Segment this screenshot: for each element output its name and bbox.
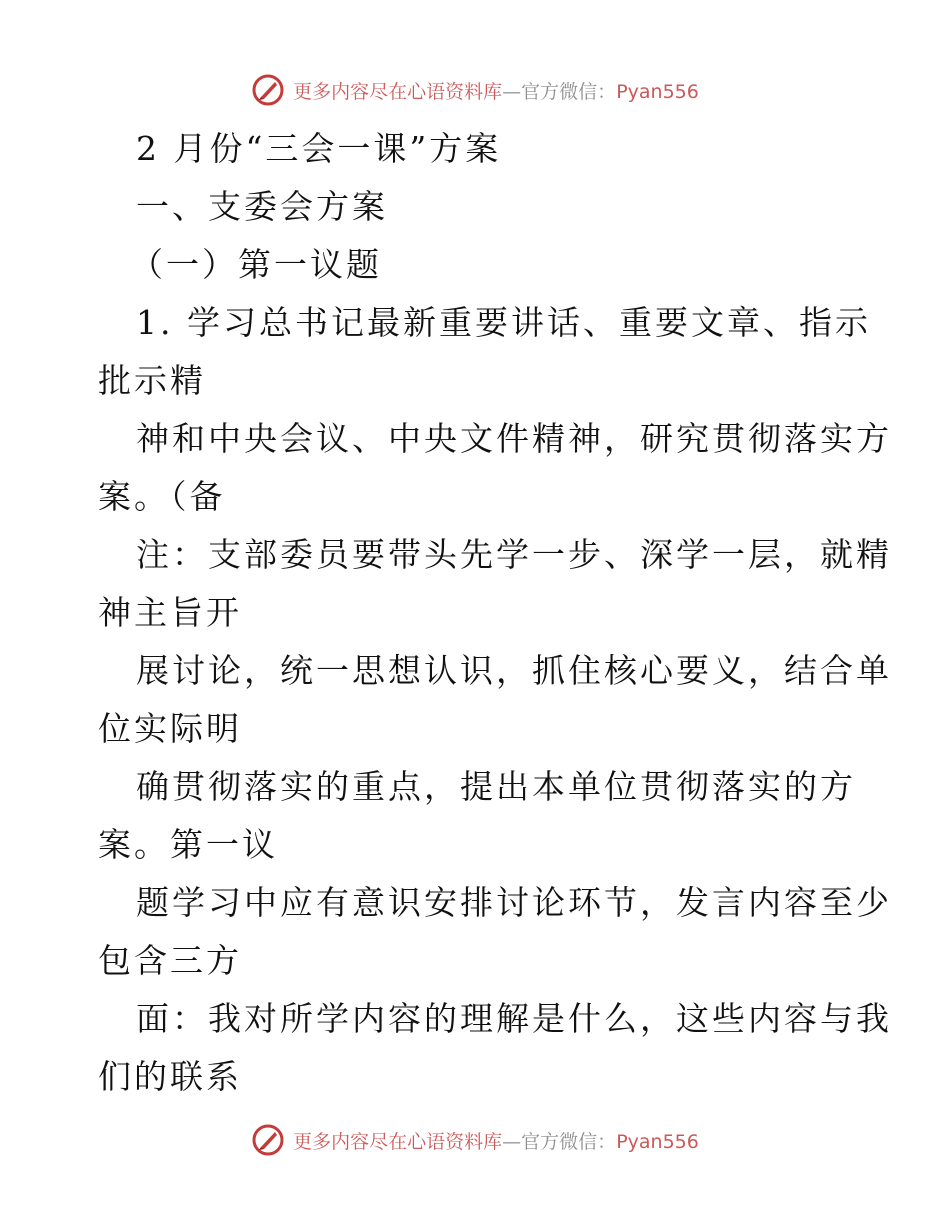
paragraph-line: 展讨论，统一思想认识，抓住核心要义，结合单 <box>136 651 892 690</box>
heading-first-topic: （一）第一议题 <box>130 245 382 284</box>
paragraph-line: 神主旨开 <box>98 593 242 632</box>
paragraph-line: 1. 学习总书记最新重要讲话、重要文章、指示 <box>136 303 871 342</box>
red-quill-logo-icon <box>251 1123 285 1157</box>
paragraph-line: 案。第一议 <box>98 825 278 864</box>
paragraph-line: 包含三方 <box>98 941 242 980</box>
watermark-wechat-id: Pyan556 <box>616 80 699 103</box>
header-watermark-banner <box>0 70 950 110</box>
paragraph-line: 位实际明 <box>98 709 242 748</box>
watermark-text <box>293 1127 699 1154</box>
paragraph-line: 们的联系 <box>98 1057 242 1096</box>
paragraph-line: 案。（备 <box>98 477 226 516</box>
watermark-wechat-label: 官方微信： <box>521 1130 617 1153</box>
watermark-main: 更多内容尽在心语资料库 <box>293 1130 503 1153</box>
paragraph-line: 面：我对所学内容的理解是什么，这些内容与我 <box>136 999 892 1038</box>
paragraph-line: 批示精 <box>98 361 206 400</box>
document-title: 2 月份“三会一课”方案 <box>136 129 502 168</box>
footer-watermark-banner <box>0 1120 950 1160</box>
watermark-separator: — <box>502 1130 522 1153</box>
paragraph-line: 注：支部委员要带头先学一步、深学一层，就精 <box>136 535 892 574</box>
red-quill-logo-icon <box>251 73 285 107</box>
paragraph-line: 神和中央会议、中央文件精神，研究贯彻落实方 <box>136 419 892 458</box>
paragraph-line: 题学习中应有意识安排讨论环节，发言内容至少 <box>136 883 892 922</box>
paragraph-line: 确贯彻落实的重点，提出本单位贯彻落实的方 <box>136 767 856 806</box>
document-body <box>98 120 892 1106</box>
watermark-main: 更多内容尽在心语资料库 <box>293 80 503 103</box>
watermark-separator: — <box>502 80 522 103</box>
heading-branch-committee: 一、支委会方案 <box>136 187 388 226</box>
watermark-text <box>293 77 699 104</box>
watermark-wechat-id: Pyan556 <box>616 1130 699 1153</box>
watermark-wechat-label: 官方微信： <box>521 80 617 103</box>
